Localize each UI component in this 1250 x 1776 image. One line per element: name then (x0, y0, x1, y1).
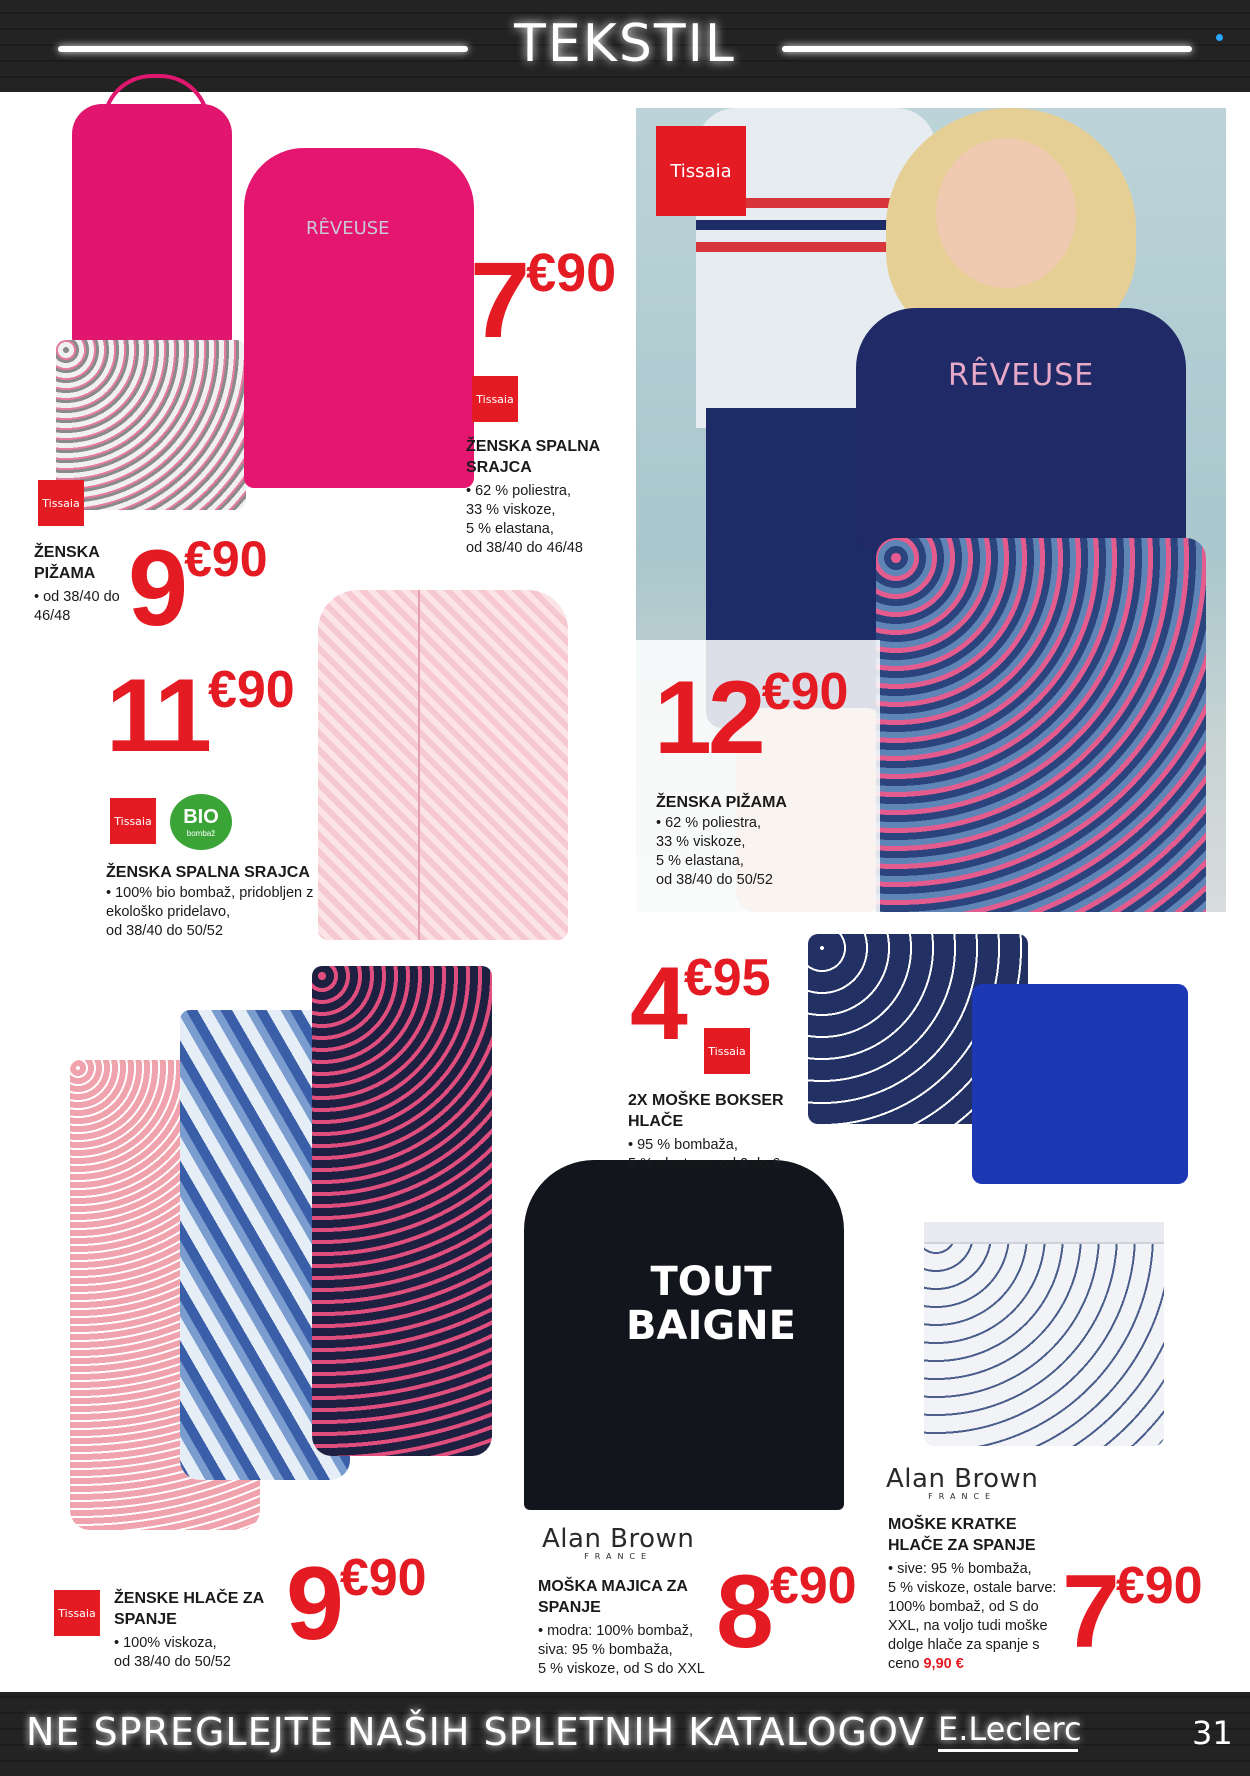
product-price: 4€95 (630, 946, 771, 1062)
model-woman-pants (876, 538, 1206, 912)
nightshirt-print: RÊVEUSE (306, 218, 390, 239)
product-price: 11€90 (106, 658, 295, 774)
product-description: • 62 % poliestra, 33 % viskoze, 5 % elastana, od 38/40 do 46/48 (466, 483, 583, 556)
brand-badge: Tissaia (54, 1590, 100, 1636)
product-description: • modra: 100% bombaž, siva: 95 % bombaža, 5 % viskoze, od S do XXL (538, 1623, 705, 1677)
page-footer (0, 1692, 1250, 1776)
brand-badge: Tissaia (38, 480, 84, 526)
product-title: ŽENSKA SPALNA SRAJCA (466, 438, 601, 476)
product-price: 9€90 (128, 527, 268, 648)
brand-badge: Tissaia (656, 126, 746, 216)
bio-cotton-icon: BIO bombaž (170, 794, 232, 850)
black-tshirt-image (524, 1160, 844, 1510)
product-title: 2X MOŠKE BOKSER HLAČE (628, 1092, 784, 1130)
brand-badge: Tissaia (110, 798, 156, 844)
pajama-shorts-image (56, 340, 246, 510)
header-line-right (782, 46, 1192, 52)
shirt-stripe (696, 220, 916, 230)
header-dot (1216, 34, 1223, 41)
model-woman-top (856, 308, 1186, 548)
product-description: • 95 % bombaža, 5 % elastana, od 2 do 6 (628, 1137, 781, 1172)
product-price: 7€90 (470, 239, 617, 360)
leclerc-logo: E.Leclerc (938, 1710, 1082, 1748)
alan-brown-logo: Alan Brown FRANCE (886, 1464, 1039, 1501)
blue-boxer-image (972, 984, 1188, 1184)
product-title: ŽENSKA PIŽAMA (34, 544, 100, 582)
product-title: MOŠKE KRATKE HLAČE ZA SPANJE (888, 1516, 1036, 1554)
product-price: 12€90 (654, 660, 849, 776)
page-number: 31 (1192, 1714, 1233, 1752)
mens-shorts-image (924, 1222, 1164, 1446)
product-description: • 100% bio bombaž, pridobljen z ekološko pridelavo, od 38/40 do 50/52 (106, 885, 314, 939)
camisole-image (72, 104, 232, 344)
alan-brown-logo: Alan Brown FRANCE (542, 1524, 695, 1561)
pink-nightshirt-image (244, 148, 474, 488)
product-description: • od 38/40 do 46/48 (34, 589, 120, 624)
footer-slogan: NE SPREGLEJTE NAŠIH SPLETNIH KATALOGOV (26, 1710, 926, 1754)
tshirt-print: TOUT BAIGNE (626, 1259, 796, 1349)
floral-pants-image (312, 966, 492, 1456)
page-title: TEKSTIL (514, 14, 736, 74)
model-woman-face (936, 138, 1076, 288)
product-title: ŽENSKA PIŽAMA (656, 794, 787, 811)
product-description: • 100% viskoza, od 38/40 do 50/52 (114, 1635, 231, 1670)
page-header (0, 0, 1250, 92)
shirt-print-text: RÊVEUSE (948, 358, 1095, 393)
product-title: MOŠKA MAJICA ZA SPANJE (538, 1578, 688, 1616)
product-price: 7€90 (1062, 1554, 1203, 1670)
shirt-stripe (696, 242, 916, 252)
bio-nightshirt-image (318, 590, 568, 940)
product-description: • sive: 95 % bombaža, 5 % viskoze, ostale barve: 100% bombaž, od S do XXL, na voljo tudi moške dolge hlače za spanje s ceno 9,90 € (888, 1561, 1057, 1672)
brand-badge: Tissaia (472, 376, 518, 422)
product-price: 8€90 (716, 1554, 857, 1670)
product-price: 9€90 (286, 1546, 427, 1662)
product-title: ŽENSKE HLAČE ZA SPANJE (114, 1590, 265, 1628)
header-line-left (58, 46, 468, 52)
product-title: ŽENSKA SPALNA SRAJCA (106, 864, 310, 881)
brand-badge: Tissaia (704, 1028, 750, 1074)
product-description: • 62 % poliestra, 33 % viskoze, 5 % elastana, od 38/40 do 50/52 (656, 815, 773, 888)
